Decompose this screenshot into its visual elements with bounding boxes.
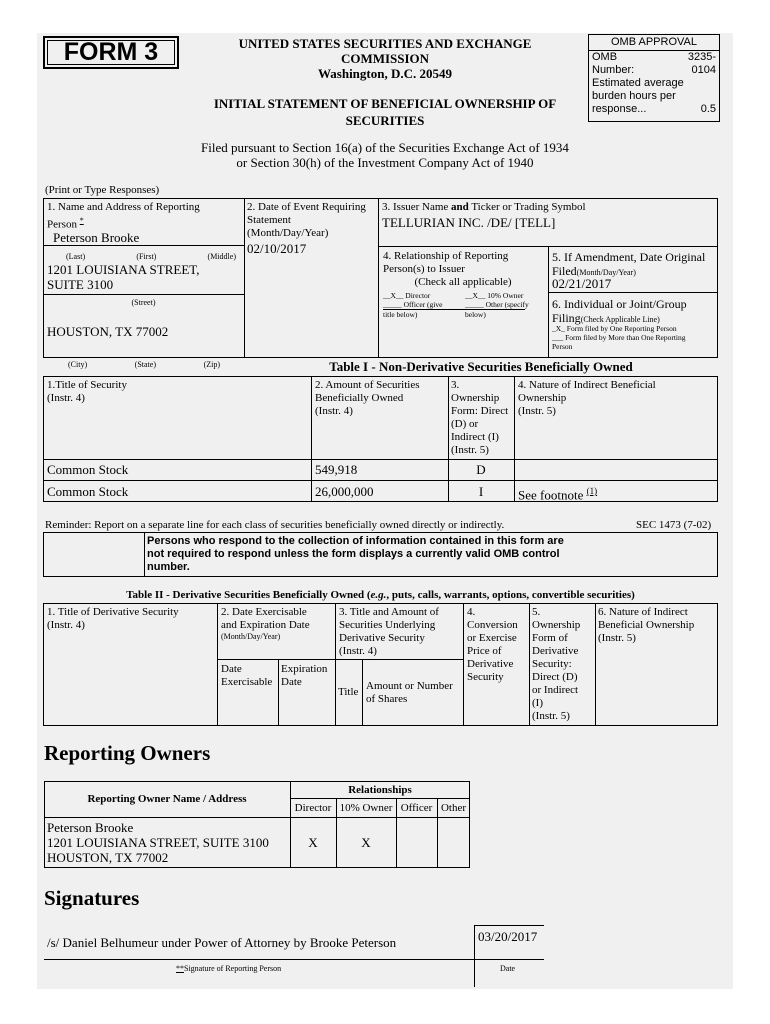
filed-pursuant — [100, 140, 670, 170]
table1-col4-header — [518, 379, 656, 418]
box5-label-1: 5. If Amendment, Date Original — [552, 250, 706, 264]
relationship-label — [380, 250, 546, 289]
table2-col2-header — [221, 606, 310, 641]
t2-col2-h2: and Expiration Date — [221, 619, 310, 631]
row1-amount: 549,918 — [315, 462, 358, 477]
event-date-label — [247, 201, 366, 240]
street-line-2: SUITE 3100 — [47, 277, 114, 292]
t2-col5-h3: Form of — [532, 632, 568, 644]
t2-title-eg: e.g. — [370, 589, 387, 601]
one-person-option[interactable]: _X_ Form filed by One Reporting Person — [552, 324, 677, 333]
t2-col5-h1: 5. — [532, 606, 541, 618]
director-col-header: Director — [294, 802, 332, 814]
row2-amount: 26,000,000 — [315, 484, 374, 499]
row2-nature-text: See footnote — [518, 487, 587, 503]
omb-burden: burden hours per — [592, 90, 676, 102]
box3-label-suffix: Ticker or Trading Symbol — [468, 201, 586, 213]
omb-number-label: OMB — [592, 51, 618, 63]
officer-title-note: title below) — [383, 309, 465, 319]
signatures-heading: Signatures — [44, 886, 140, 910]
agency-line-2: COMMISSION — [340, 51, 430, 66]
reporting-owners-heading: Reporting Owners — [44, 741, 211, 765]
table-row — [43, 484, 718, 501]
owner10-col-header: 10% Owner — [339, 802, 393, 814]
t2-col3-h1: 3. Title and Amount of — [339, 606, 439, 618]
t2-col3-h2: Securities Underlying — [339, 619, 436, 631]
agency-block — [190, 36, 580, 81]
issuer-name-ticker: TELLURIAN INC. /DE/ [TELL] — [382, 215, 556, 230]
table2-col2b-header — [281, 663, 327, 689]
multi-person-option-cont: Person — [552, 342, 573, 351]
street-line-1: 1201 LOUISIANA STREET, — [47, 262, 200, 277]
t1-col1-h1: 1.Title of Security — [47, 379, 127, 391]
omb-number-value: 3235- — [687, 51, 716, 63]
omb-number-value-2: 0104 — [691, 64, 716, 76]
owner-line-2: 1201 LOUISIANA STREET, SUITE 3100 — [47, 835, 269, 850]
amendment-label — [552, 250, 705, 278]
t2-col6-h2: Beneficial Ownership — [598, 619, 695, 631]
omb-estimated: Estimated average — [592, 77, 684, 89]
officer-col-header: Officer — [400, 802, 433, 814]
box2-label-1: 2. Date of Event Requiring — [247, 201, 366, 213]
persons-line-1: Persons who respond to the collection of information contained in this form are — [147, 535, 564, 547]
persons-line-2: not required to respond unless the form displays a currently valid OMB control — [147, 548, 560, 560]
t2-col4-h3: or Exercise — [467, 632, 517, 644]
box6-label-2-small: (Check Applicable Line) — [580, 315, 660, 324]
ten-percent-owner-check[interactable]: __X__ 10% Owner — [465, 291, 524, 300]
t1-col4-h3: (Instr. 5) — [518, 405, 556, 417]
filed-line-1: Filed pursuant to Section 16(a) of the Securities Exchange Act of 1934 — [201, 140, 569, 155]
t2-col4-h1: 4. — [467, 606, 476, 618]
t2-title-prefix: Table II - Derivative Securities Beneficially Owned ( — [126, 589, 371, 601]
other-specify-note: below) — [465, 309, 525, 319]
t1-col3-h6: (Instr. 5) — [451, 444, 489, 456]
zip-label: (Zip) — [203, 360, 220, 369]
table2-col3-header — [339, 606, 439, 658]
row1-form: D — [476, 462, 486, 477]
box4-label-3: (Check all applicable) — [414, 276, 512, 288]
table2-col3a-header: Title — [338, 686, 359, 698]
t2-col2b-h2: Date — [281, 676, 302, 688]
statement-line-2: SECURITIES — [345, 113, 425, 128]
t1-col4-h2: Ownership — [518, 392, 567, 404]
table1-col1-header — [47, 379, 127, 405]
print-note: (Print or Type Responses) — [45, 184, 160, 196]
t1-col2-h3: (Instr. 4) — [315, 405, 353, 417]
box2-label-3: (Month/Day/Year) — [247, 227, 329, 239]
t2-col5-h8: (I) — [532, 697, 543, 709]
t2-col3b-h1: Amount or Number — [366, 680, 453, 692]
t2-col2a-h2: Exercisable — [221, 676, 273, 688]
reporting-person-name: Peterson Brooke — [53, 230, 140, 245]
middle-label: (Middle) — [207, 252, 236, 261]
last-label: (Last) — [66, 252, 86, 261]
signature-label-mark[interactable]: ** — [176, 964, 184, 973]
box4-label-2: Person(s) to Issuer — [383, 263, 465, 275]
reporting-person-street — [47, 262, 200, 292]
t1-col3-h2: Ownership — [451, 392, 500, 404]
director-check[interactable]: __X__ Director — [383, 291, 431, 300]
signature-label-text: Signature of Reporting Person — [184, 964, 282, 973]
reporting-person-label — [47, 201, 200, 232]
signature-text: /s/ Daniel Belhumeur under Power of Attorney by Brooke Peterson — [47, 935, 397, 950]
t2-col3-h3: Derivative Security — [339, 632, 425, 644]
other-col-header: Other — [440, 802, 467, 814]
box2-label-2: Statement — [247, 214, 291, 226]
box3-label-prefix: 3. Issuer Name — [382, 201, 452, 213]
relationship-checkboxes — [383, 291, 548, 319]
t2-col6-h1: 6. Nature of Indirect — [598, 606, 688, 618]
owner-line-1: Peterson Brooke — [47, 820, 134, 835]
amendment-date: 02/21/2017 — [552, 276, 612, 291]
table1-title: Table I - Non-Derivative Securities Beneficially Owned — [329, 359, 633, 374]
box6-label-2: Filing — [552, 311, 581, 325]
t1-col3-h5: Indirect (I) — [451, 431, 499, 443]
city-state-zip-labels — [68, 360, 220, 369]
box5-label-2-small: (Month/Day/Year) — [576, 268, 636, 277]
first-label: (First) — [136, 252, 157, 261]
date-label: Date — [500, 964, 516, 973]
omb-number-label-2: Number: — [592, 64, 635, 76]
name-part-labels — [66, 252, 236, 261]
filing-type-options — [552, 324, 686, 351]
omb-title: OMB APPROVAL — [589, 35, 719, 51]
table2-col4-header — [467, 606, 518, 684]
table1-col3-header — [451, 379, 508, 457]
statement-line-1: INITIAL STATEMENT OF BENEFICIAL OWNERSHIP OF — [213, 96, 557, 111]
owner10-mark: X — [361, 835, 371, 850]
t2-col5-h2: Ownership — [532, 619, 581, 631]
box3-label-and: and — [451, 201, 469, 213]
t2-col4-h4: Price of — [467, 645, 502, 657]
table2-col3b-header — [366, 680, 453, 706]
statement-title — [190, 96, 580, 128]
t1-col2-h1: 2. Amount of Securities — [315, 379, 420, 391]
t2-col5-h7: or Indirect — [532, 684, 579, 696]
t2-col2-small: (Month/Day/Year) — [221, 632, 281, 641]
t2-col5-h5: Security: — [532, 658, 572, 670]
t2-col3b-h2: of Shares — [366, 693, 408, 705]
box4-label-1: 4. Relationship of Reporting — [383, 250, 509, 262]
event-date-value: 02/10/2017 — [247, 241, 307, 256]
form-title — [43, 36, 179, 69]
box5-label-2: Filed — [552, 264, 577, 278]
street-label: (Street) — [131, 298, 156, 307]
t2-col3-h4: (Instr. 4) — [339, 645, 377, 657]
t1-col4-h1: 4. Nature of Indirect Beneficial — [518, 379, 656, 391]
persons-line-3: number. — [147, 561, 190, 573]
issuer-label — [382, 201, 586, 214]
footnote-1-link[interactable]: (1) — [586, 486, 598, 496]
t2-col5-h6: Direct (D) — [532, 671, 578, 683]
box1-label-line2: Person — [47, 218, 77, 231]
agency-line-3: Washington, D.C. 20549 — [318, 66, 452, 81]
t2-col5-h4: Derivative — [532, 645, 579, 657]
sec-code: SEC 1473 (7-02) — [636, 519, 712, 531]
city-label: (City) — [68, 360, 88, 369]
signature-label — [176, 964, 281, 973]
t2-col6-h3: (Instr. 5) — [598, 632, 636, 644]
t1-col3-h3: Form: Direct — [451, 405, 509, 417]
t1-col3-h4: (D) or — [451, 418, 479, 430]
officer-check[interactable]: _____ Officer (give — [383, 300, 443, 309]
t2-col2a-h1: Date — [221, 663, 242, 675]
omb-approval-box — [588, 34, 720, 122]
multi-person-option[interactable]: ___ Form filed by More than One Reporting — [552, 333, 686, 342]
t2-col4-h6: Security — [467, 671, 504, 683]
reminder-text: Reminder: Report on a separate line for each class of securities beneficially owned directly or indirectly. — [45, 519, 505, 531]
t1-col2-h2: Beneficially Owned — [315, 392, 404, 404]
agency-line-1: UNITED STATES SECURITIES AND EXCHANGE — [238, 36, 532, 51]
table-row — [43, 462, 718, 479]
t1-col1-h2: (Instr. 4) — [47, 392, 85, 404]
t2-col1-h2: (Instr. 4) — [47, 619, 85, 631]
t2-col4-h2: Conversion — [467, 619, 518, 631]
signature-date: 03/20/2017 — [478, 929, 538, 944]
table2-title — [43, 589, 718, 602]
state-label: (State) — [134, 360, 156, 369]
owner-line-3: HOUSTON, TX 77002 — [47, 850, 169, 865]
t1-col3-h1: 3. — [451, 379, 460, 391]
row2-nature — [518, 484, 597, 502]
t2-col2-h1: 2. Date Exercisable — [221, 606, 307, 618]
omb-response-label: response... — [592, 103, 647, 115]
row2-form: I — [478, 484, 484, 499]
table2-col1-header — [47, 606, 179, 632]
other-check[interactable]: _____ Other (specify — [465, 300, 529, 309]
table2-col6-header — [598, 606, 694, 645]
owner-name-col-header: Reporting Owner Name / Address — [87, 793, 247, 805]
t2-col1-h1: 1. Title of Derivative Security — [47, 606, 179, 618]
omb-response-value: 0.5 — [700, 103, 716, 115]
t2-col5-h9: (Instr. 5) — [532, 710, 570, 722]
table2-col2a-header — [221, 663, 272, 689]
row1-title: Common Stock — [47, 462, 129, 477]
box1-label-line1: 1. Name and Address of Reporting — [47, 201, 200, 213]
table2-col5-header — [532, 606, 580, 723]
t2-col2b-h1: Expiration — [281, 663, 328, 675]
owner-address — [47, 820, 269, 865]
t2-title-suffix: , puts, calls, warrants, options, convertible securities) — [386, 589, 635, 601]
box6-label-1: 6. Individual or Joint/Group — [552, 297, 687, 311]
t2-col4-h5: Derivative — [467, 658, 514, 670]
row2-title: Common Stock — [47, 484, 129, 499]
form-title-text: FORM 3 — [63, 38, 159, 66]
filed-line-2: or Section 30(h) of the Investment Company Act of 1940 — [236, 155, 534, 170]
director-mark: X — [308, 835, 318, 850]
filing-type-label — [552, 297, 687, 325]
table1-col2-header — [315, 379, 420, 418]
reporting-person-city: HOUSTON, TX 77002 — [47, 324, 169, 339]
relationships-header: Relationships — [348, 784, 412, 796]
persons-notice — [147, 535, 564, 574]
asterisk-footnote-link[interactable]: * — [79, 216, 84, 225]
